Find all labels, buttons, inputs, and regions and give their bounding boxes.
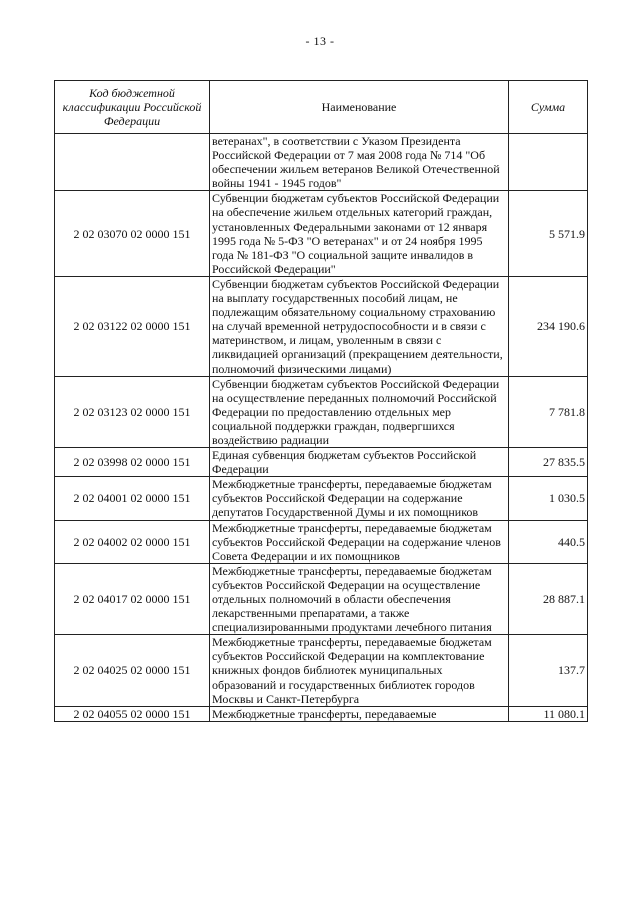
row-sum (509, 134, 588, 191)
table-row (55, 448, 588, 477)
table-row (55, 376, 588, 447)
row-code: 2 02 04055 02 0000 151 (55, 706, 210, 721)
row-code (55, 134, 210, 191)
row-sum: 27 835.5 (509, 448, 588, 477)
header-name: Наименование (210, 81, 509, 134)
row-sum: 234 190.6 (509, 276, 588, 376)
row-code: 2 02 04025 02 0000 151 (55, 635, 210, 706)
row-sum: 440.5 (509, 520, 588, 563)
table-row (55, 191, 588, 277)
row-sum: 7 781.8 (509, 376, 588, 447)
row-name: Межбюджетные трансферты, передаваемые бюджетам субъектов Российской Федерации на осуществление отдельных полномочий в области обеспечения лекарственными препаратами, а также специализированными продуктами лечебного питания (210, 563, 509, 634)
budget-table (54, 80, 588, 722)
row-name: Межбюджетные трансферты, передаваемые бюджетам субъектов Российской Федерации на комплектование книжных фондов библиотек муниципальных образований и государственных библиотек городов Москвы и Санкт-Петербурга (210, 635, 509, 706)
row-name: ветеранах", в соответствии с Указом Президента Российской Федерации от 7 мая 2008 года № 714 "Об обеспечении жильем ветеранов Великой Отечественной войны 1941 - 1945 годов" (210, 134, 509, 191)
page-number: - 13 - (305, 34, 335, 48)
row-name: Межбюджетные трансферты, передаваемые бюджетам субъектов Российской Федерации на содержание членов Совета Федерации и их помощников (210, 520, 509, 563)
row-sum: 5 571.9 (509, 191, 588, 277)
row-code: 2 02 04001 02 0000 151 (55, 477, 210, 520)
row-sum: 137.7 (509, 635, 588, 706)
row-sum: 1 030.5 (509, 477, 588, 520)
header-code: Код бюджетной классификации Российской Федерации (55, 81, 210, 134)
table-row (55, 563, 588, 634)
table-row (55, 706, 588, 721)
table-row (55, 635, 588, 706)
row-code: 2 02 03070 02 0000 151 (55, 191, 210, 277)
table-row (55, 276, 588, 376)
header-sum: Сумма (509, 81, 588, 134)
row-name: Единая субвенция бюджетам субъектов Российской Федерации (210, 448, 509, 477)
row-code: 2 02 04002 02 0000 151 (55, 520, 210, 563)
table-row (55, 134, 588, 191)
row-name: Межбюджетные трансферты, передаваемые бюджетам субъектов Российской Федерации на содержание депутатов Государственной Думы и их помощников (210, 477, 509, 520)
row-code: 2 02 04017 02 0000 151 (55, 563, 210, 634)
table-header-row (55, 81, 588, 134)
row-sum: 11 080.1 (509, 706, 588, 721)
table-row (55, 520, 588, 563)
table-row (55, 477, 588, 520)
row-name: Субвенции бюджетам субъектов Российской Федерации на осуществление переданных полномочий Российской Федерации по предоставлению отдельных мер социальной поддержки граждан, подвергшихся воздействию радиации (210, 376, 509, 447)
row-name: Субвенции бюджетам субъектов Российской Федерации на выплату государственных пособий лицам, не подлежащим обязательному социальному страхованию на случай временной нетрудоспособности и в связи с материнством, и лицам, уволенным в связи с ликвидацией организаций (прекращением деятельности, полномочий физическими лицами) (210, 276, 509, 376)
row-code: 2 02 03998 02 0000 151 (55, 448, 210, 477)
row-name: Межбюджетные трансферты, передаваемые (210, 706, 509, 721)
row-code: 2 02 03122 02 0000 151 (55, 276, 210, 376)
row-code: 2 02 03123 02 0000 151 (55, 376, 210, 447)
row-sum: 28 887.1 (509, 563, 588, 634)
row-name: Субвенции бюджетам субъектов Российской Федерации на обеспечение жильем отдельных категорий граждан, установленных Федеральными законами от 12 января 1995 года № 5-ФЗ "О ветеранах" и от 24 ноября 1995 года № 181-ФЗ "О социальной защите инвалидов в Российской Федерации" (210, 191, 509, 277)
